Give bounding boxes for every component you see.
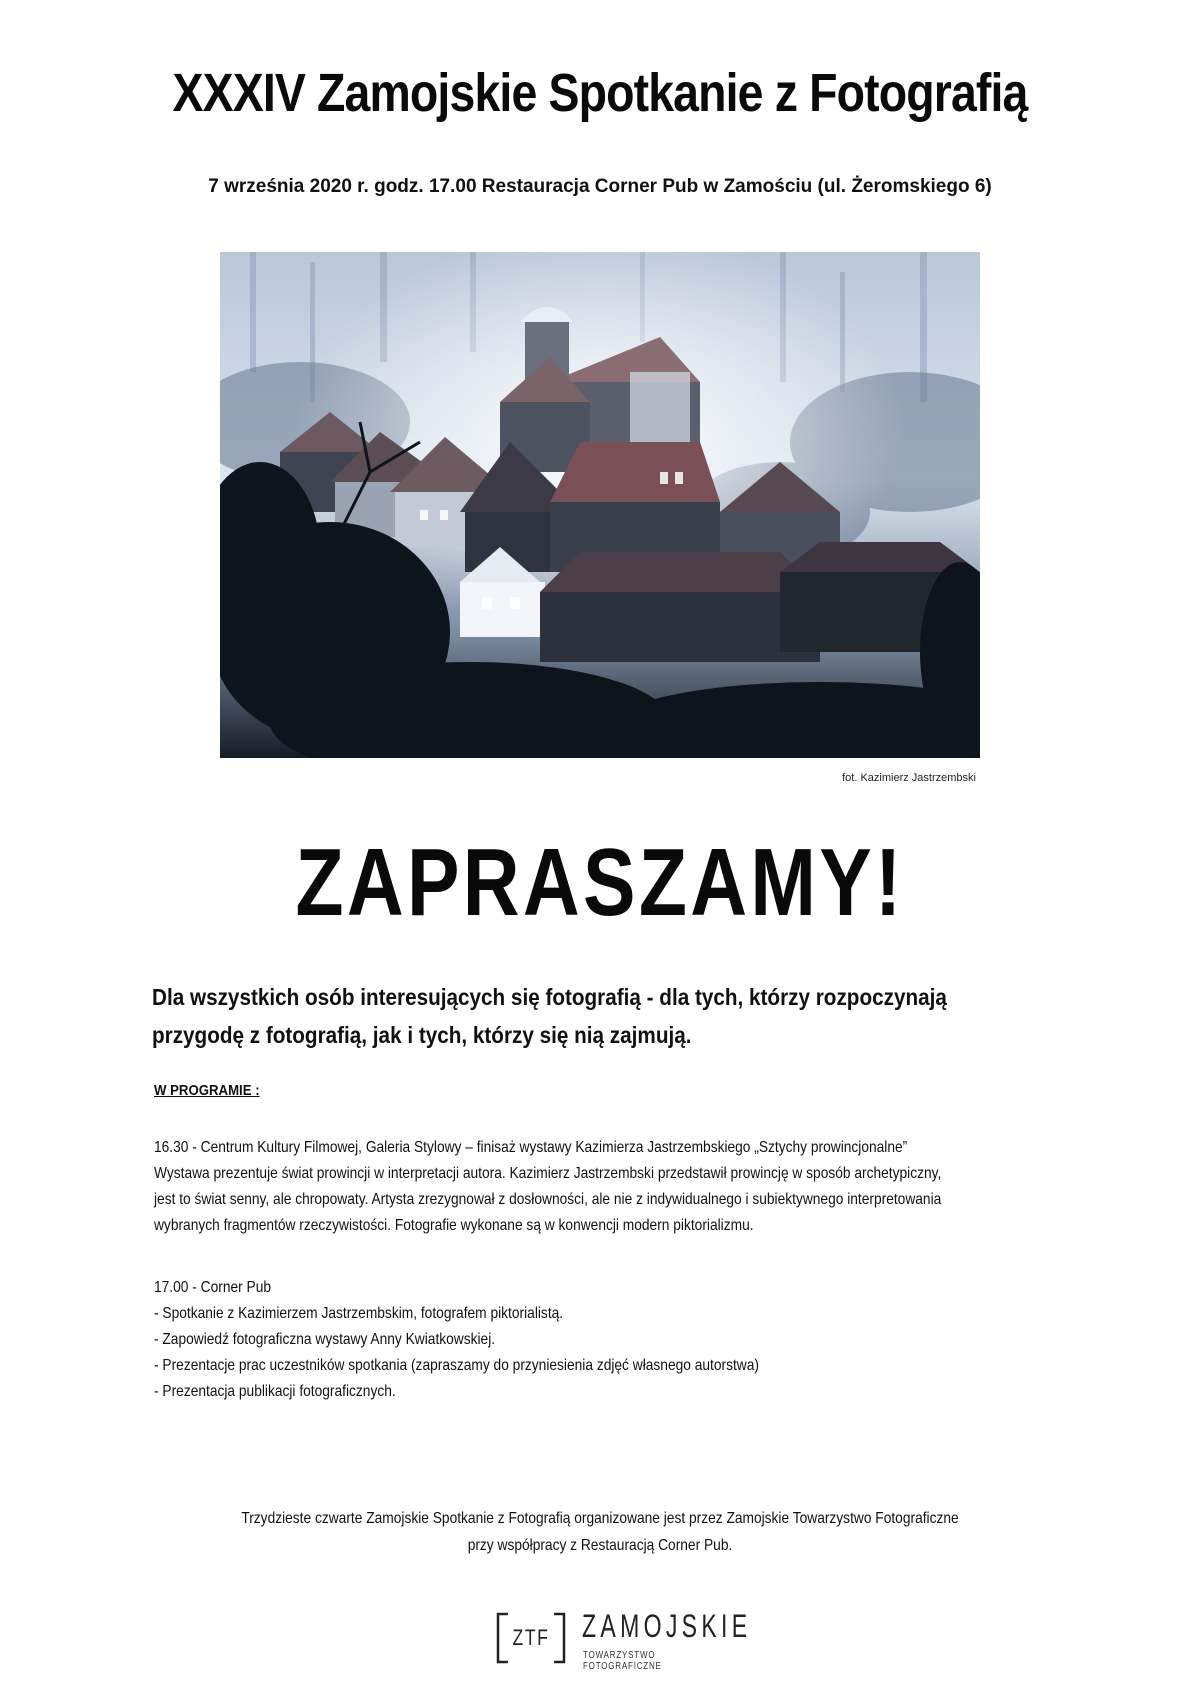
program-line: wybranych fragmentów rzeczywistości. Fotografie wykonane są w konwencji modern piktorializmu.: [154, 1217, 754, 1234]
organizer-note: [0, 1505, 1200, 1559]
program-line: Wystawa prezentuje świat prowincji w interpretacji autora. Kazimierz Jastrzembski przedstawił prowincję w sposób archetypiczny,: [154, 1165, 942, 1182]
logo-initials: ZTF: [512, 1625, 550, 1650]
program-exhibition-block: [154, 1135, 1014, 1239]
program-line: - Spotkanie z Kazimierzem Jastrzembskim, fotografem piktorialistą.: [154, 1305, 564, 1322]
logo-bracket-mark: [494, 1610, 568, 1666]
lead-line: Dla wszystkich osób interesujących się fotografią - dla tych, którzy rozpoczynają: [152, 984, 947, 1010]
poster-title: XXXIV Zamojskie Spotkanie z Fotografią: [172, 63, 1028, 123]
photo-credit: fot. Kazimierz Jastrzembski: [842, 772, 976, 784]
town-photograph-art: [220, 252, 980, 758]
program-line: 16.30 - Centrum Kultury Filmowej, Galeria Stylowy – finisaż wystawy Kazimierza Jastrzembskiego „Sztychy prowincjonalne”: [154, 1139, 908, 1156]
lead-line: przygodę z fotografią, jak i tych, którzy się nią zajmują.: [152, 1022, 692, 1048]
program-heading: W PROGRAMIE :: [154, 1082, 260, 1099]
program-line: 17.00 - Corner Pub: [154, 1279, 272, 1296]
lead-paragraph: [152, 978, 980, 1054]
logo-tagline: TOWARZYSTWO FOTOGRAFICZNE: [583, 1650, 662, 1672]
invite-heading: ZAPRASZAMY!: [295, 829, 905, 936]
program-line: jest to świat senny, ale chropowaty. Artysta zrezygnował z dosłowności, ale nie z indywidualnego i subiektywnego interpretowania: [154, 1191, 942, 1208]
footer-line: Trzydzieste czwarte Zamojskie Spotkanie z Fotografią organizowane jest przez Zamojskie Towarzystwo Fotograficzne: [241, 1510, 959, 1527]
event-details: 7 września 2020 r. godz. 17.00 Restauracja Corner Pub w Zamościu (ul. Żeromskiego 6): [208, 176, 992, 197]
logo-name: ZAMOJSKIE: [582, 1608, 752, 1644]
ztf-logo: [494, 1608, 754, 1672]
town-photograph: [220, 252, 980, 758]
program-line: - Prezentacje prac uczestników spotkania (zapraszamy do przyniesienia zdjęć własnego autorstwa): [154, 1357, 759, 1374]
footer-line: przy współpracy z Restauracją Corner Pub.: [467, 1537, 733, 1554]
program-line: - Prezentacja publikacji fotograficznych.: [154, 1383, 396, 1400]
program-line: - Zapowiedź fotograficzna wystawy Anny Kwiatkowskiej.: [154, 1331, 496, 1348]
program-meeting-block: [154, 1275, 1014, 1405]
